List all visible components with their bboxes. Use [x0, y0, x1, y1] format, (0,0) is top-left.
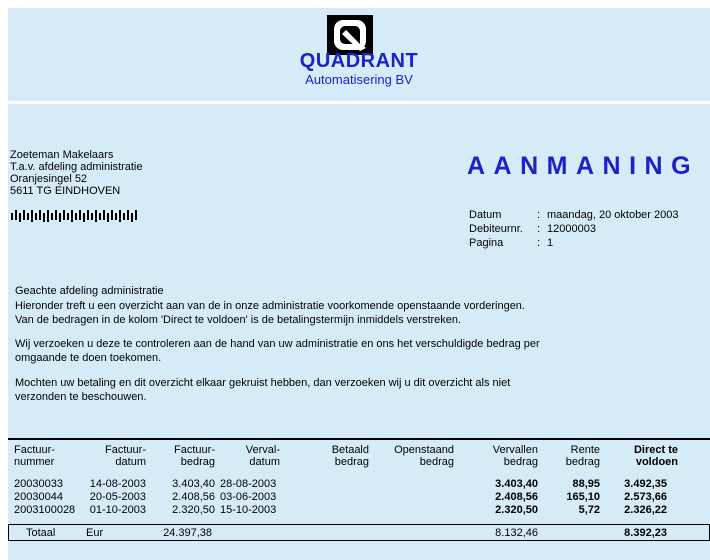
paragraph: Mochten uw betaling en dit overzicht elkaar gekruist hebben, dan verzoeken wij u dit overzicht als niet verzonden te beschouwen.: [15, 376, 511, 403]
totals-bottom-rule: [8, 540, 710, 541]
header-cell: Direct te voldoen: [633, 444, 678, 468]
totals-overdue: 8.132,46: [495, 527, 538, 539]
table-top-rule: [8, 438, 710, 440]
meta-value: maandag, 20 oktober 2003: [547, 209, 679, 221]
company-subtitle: Automatisering BV: [305, 72, 413, 87]
address-line: T.a.v. afdeling administratie: [10, 161, 143, 173]
header-cell: Vervallen bedrag: [492, 444, 538, 468]
address-line: Zoeteman Makelaars: [10, 149, 114, 161]
quadrant-logo-icon: [327, 15, 373, 55]
meta-label: Pagina: [469, 237, 504, 249]
totals-currency: Eur: [86, 527, 104, 539]
header-cell: Rente bedrag: [565, 444, 600, 468]
header-cell: Verval- datum: [245, 444, 280, 468]
document-title: AANMANING: [467, 152, 700, 180]
header-cell: Factuur- datum: [105, 444, 146, 468]
meta-value: 12000003: [547, 223, 596, 235]
totals-top-rule: [8, 524, 710, 525]
header-cell: Openstaand bedrag: [394, 444, 454, 468]
recipient-address: [10, 149, 142, 197]
totals-label: Totaal: [26, 527, 56, 539]
header-cell: Betaald bedrag: [331, 444, 369, 468]
document-meta: [469, 208, 679, 250]
salutation: Geachte afdeling administratie: [15, 285, 164, 297]
meta-row: Pagina : 1: [469, 237, 554, 249]
paragraph: Hieronder treft u een overzicht aan van de in onze administratie voorkomende openstaande vorderingen. Van de bedragen in de kolom 'Direct te voldoen' is de betalingstermijn inmiddels verstreken.: [15, 299, 525, 326]
header-cell: Factuur- nummer: [14, 444, 55, 468]
totals-border: [8, 524, 9, 541]
header-cell: Factuur- bedrag: [174, 444, 215, 468]
meta-row: Datum : maandag, 20 oktober 2003: [469, 209, 679, 221]
meta-row: Debiteurnr. : 12000003: [469, 223, 596, 235]
letter-text: [15, 284, 615, 415]
meta-value: 1: [547, 237, 554, 249]
meta-label: Datum: [469, 209, 502, 221]
paragraph: Wij verzoeken u deze te controleren aan de hand van uw administratie en ons het verschuldigde bedrag per omgaande te doen toekomen.: [15, 337, 540, 364]
address-line: Oranjesingel 52: [10, 173, 88, 185]
company-name: QUADRANT: [299, 50, 419, 72]
meta-label: Debiteurnr.: [469, 223, 523, 235]
totals-invoice: 24.397,38: [163, 527, 212, 539]
address-line: 5611 TG EINDHOVEN: [10, 185, 121, 197]
letterhead: [8, 8, 710, 101]
totals-due: 8.392,23: [624, 527, 667, 539]
postal-barcode-icon: [10, 207, 140, 227]
